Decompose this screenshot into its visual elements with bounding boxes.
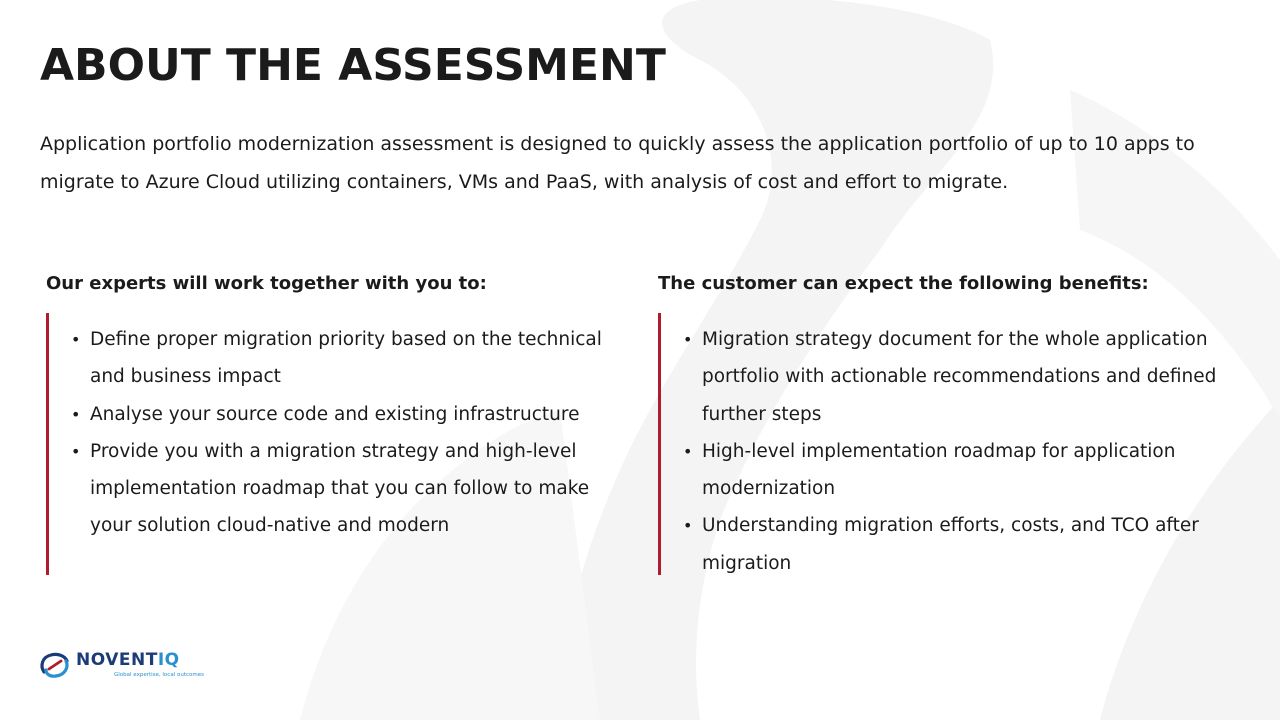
list-item: [683, 321, 1238, 433]
list-item-text: Understanding migration efforts, costs, and TCO after migration: [702, 515, 1199, 574]
benefits-list-container: [658, 313, 1238, 575]
list-item: [683, 433, 1238, 508]
logo-wordmark-accent: IQ: [157, 650, 180, 670]
list-item-text: Analyse your source code and existing infrastructure: [90, 403, 580, 425]
list-item: [683, 507, 1238, 582]
experts-column: [46, 268, 606, 575]
bullet-icon: •: [683, 330, 693, 349]
experts-list-container: [46, 313, 606, 575]
list-item-text: Migration strategy document for the whole application portfolio with actionable recommendations and defined further steps: [702, 329, 1217, 425]
logo-wordmark: [76, 650, 180, 670]
logo-wordmark-main: NOVENT: [76, 650, 158, 670]
bullet-icon: •: [683, 441, 693, 461]
benefits-column: [658, 268, 1238, 575]
list-item: [71, 433, 606, 545]
company-logo: [38, 650, 208, 684]
benefits-list: [661, 321, 1238, 582]
list-item-text: Provide you with a migration strategy and high-level implementation roadmap that you can follow to make your solution cloud-native and modern: [90, 440, 590, 537]
logo-tagline: Global expertise, local outcomes: [114, 672, 204, 678]
intro-paragraph: Application portfolio modernization assessment is designed to quickly assess the application portfolio of up to 10 apps to migrate to Azure Cloud utilizing containers, VMs and PaaS, with analysis of cost and effort to migrate.: [40, 133, 1195, 193]
page-title: ABOUT THE ASSESSMENT: [40, 40, 666, 91]
bullet-icon: •: [71, 330, 81, 349]
benefits-heading: The customer can expect the following benefits:: [658, 273, 1149, 294]
list-item: [71, 321, 606, 396]
list-item-text: Define proper migration priority based on the technical and business impact: [90, 329, 602, 388]
experts-list: [49, 321, 606, 545]
experts-heading: Our experts will work together with you to:: [46, 273, 487, 294]
list-item: [71, 396, 606, 433]
bullet-icon: •: [683, 516, 693, 536]
bullet-icon: •: [71, 404, 81, 424]
logo-swirl-icon: [38, 650, 72, 680]
bullet-icon: •: [71, 441, 81, 461]
list-item-text: High-level implementation roadmap for application modernization: [702, 440, 1176, 500]
